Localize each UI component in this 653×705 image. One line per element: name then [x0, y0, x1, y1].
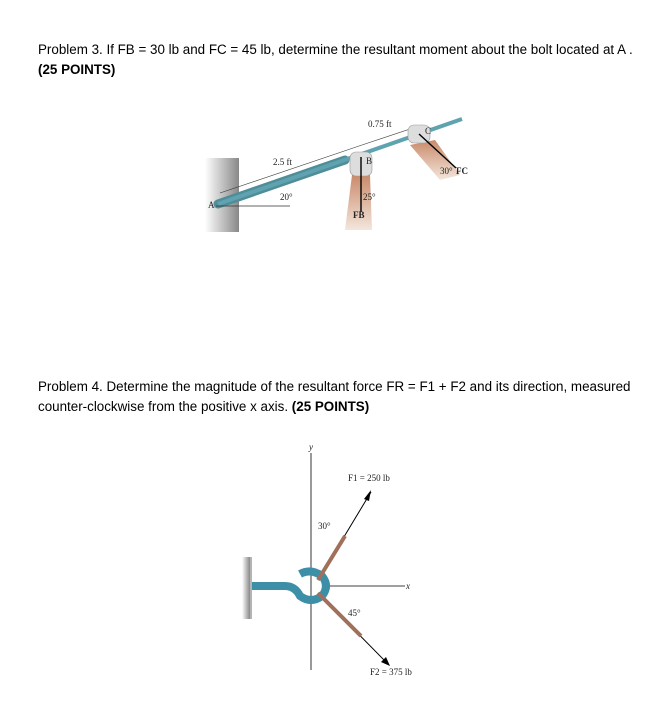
dim-bc: 0.75 ft	[368, 119, 392, 129]
hook-figure	[242, 442, 412, 677]
y-axis-label: y	[309, 442, 313, 452]
label-b: B	[366, 156, 373, 166]
label-fb: FB	[353, 210, 365, 220]
x-axis-label: x	[406, 581, 410, 591]
dim-ab: 2.5 ft	[273, 157, 292, 167]
label-fc: FC	[456, 166, 468, 176]
angle-fb: 25°	[363, 192, 376, 202]
eye-hook	[252, 571, 326, 600]
wrench-figure	[205, 119, 468, 232]
problem-3-points: (25 POINTS)	[38, 62, 116, 77]
problem-4-text: Problem 4. Determine the magnitude of the resultant force FR = F1 + F2 and its direction, measured counter-clockwise from the positive x axis.	[38, 379, 631, 414]
label-c: C	[425, 126, 432, 136]
problem-4-points: (25 POINTS)	[291, 399, 370, 414]
angle-f1: 30°	[318, 521, 331, 531]
f2-label: F2 = 375 lb	[370, 667, 412, 677]
f1-label: F1 = 250 lb	[348, 473, 390, 483]
label-a: A	[208, 200, 215, 210]
angle-f2: 45°	[348, 608, 361, 618]
problem-3-text: Problem 3. If FB = 30 lb and FC = 45 lb, determine the resultant moment about the bolt located at A .	[38, 42, 633, 57]
angle-rod: 20°	[280, 192, 293, 202]
angle-fc: 30°	[440, 166, 453, 176]
